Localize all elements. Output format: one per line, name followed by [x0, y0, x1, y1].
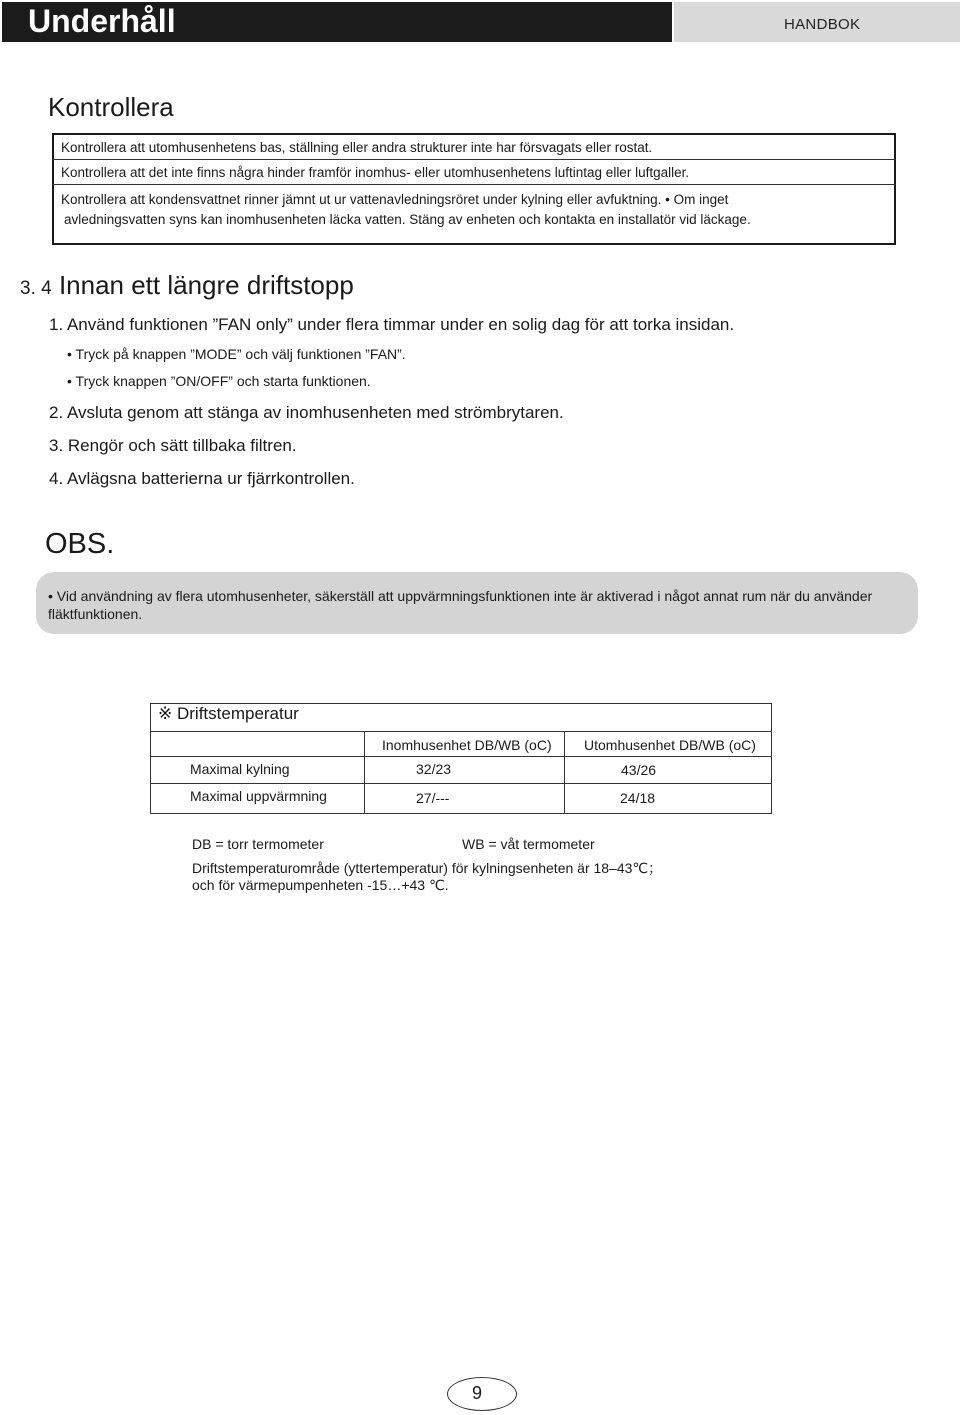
step-3: 3. Rengör och sätt tillbaka filtren. — [49, 436, 297, 455]
row-label-cooling: Maximal kylning — [190, 761, 290, 777]
step-1: 1. Använd funktionen ”FAN only” under flera timmar under en solig dag för att torka insidan. — [49, 315, 735, 334]
kontrollera-heading: Kontrollera — [48, 92, 174, 122]
heating-indoor: 27/--- — [416, 790, 450, 806]
table-row-divider-2 — [150, 783, 772, 784]
obs-heading: OBS. — [45, 528, 115, 560]
row-label-heating: Maximal uppvärmning — [190, 788, 327, 804]
table-col-divider-1 — [364, 731, 365, 814]
kontrollera-row-1: Kontrollera att utomhusenhetens bas, ställning eller andra strukturer inte har försvagats eller rostat. — [61, 140, 653, 155]
step-1-bullet-2: • Tryck knappen ”ON/OFF” och starta funktionen. — [67, 373, 371, 389]
step-4: 4. Avlägsna batterierna ur fjärrkontrollen. — [49, 469, 355, 488]
heating-outdoor: 24/18 — [620, 790, 656, 806]
page-title: Underhåll — [28, 3, 176, 39]
step-2: 2. Avsluta genom att stänga av inomhusenheten med strömbrytaren. — [49, 403, 564, 422]
obs-note-text: • Vid användning av flera utomhusenheter, säkerställ att uppvärmningsfunktionen inte är aktiverad i något annat rum när du använder fläktfunktionen. — [48, 588, 873, 622]
cooling-indoor: 32/23 — [416, 761, 452, 777]
col-header-outdoor: Utomhusenhet DB/WB (oC) — [584, 737, 756, 753]
section-title: Innan ett längre driftstopp — [58, 270, 354, 300]
note-db: DB = torr termometer — [192, 836, 324, 852]
kontrollera-row-3a: Kontrollera att kondensvattnet rinner jämnt ut ur vattenavledningsröret under kylning eller avfuktning. • Om inget — [61, 192, 729, 207]
table-row-divider-1 — [150, 756, 772, 757]
section-heading — [20, 270, 354, 301]
temp-table-title-text: Driftstemperatur — [176, 704, 299, 723]
col-header-indoor: Inomhusenhet DB/WB (oC) — [382, 737, 552, 753]
page-number: 9 — [472, 1383, 483, 1403]
cooling-outdoor: 43/26 — [621, 762, 657, 778]
step-1-bullet-1: • Tryck på knappen ”MODE” och välj funktionen ”FAN”. — [67, 346, 406, 362]
reference-mark-icon: ※ — [158, 704, 173, 723]
note-range-cooling: Driftstemperaturområde (yttertemperatur) för kylningsenheten är 18–43℃； — [192, 860, 663, 876]
kontrollera-row-2: Kontrollera att det inte finns några hinder framför inomhus- eller utomhusenhetens luftintag eller luftgaller. — [61, 165, 690, 180]
kontrollera-row-3b: avledningsvatten syns kan inomhusenheten läcka vatten. Stäng av enheten och kontakta en installatör vid läckage. — [64, 212, 751, 227]
note-range-heatpump: och för värmepumpenheten -15…+43 ℃. — [192, 877, 449, 893]
note-wb: WB = våt termometer — [462, 836, 595, 852]
table-col-divider-2 — [564, 731, 565, 814]
header-label: HANDBOK — [784, 16, 861, 33]
section-number: 3. 4 — [20, 278, 52, 299]
temp-table-title — [158, 704, 299, 724]
